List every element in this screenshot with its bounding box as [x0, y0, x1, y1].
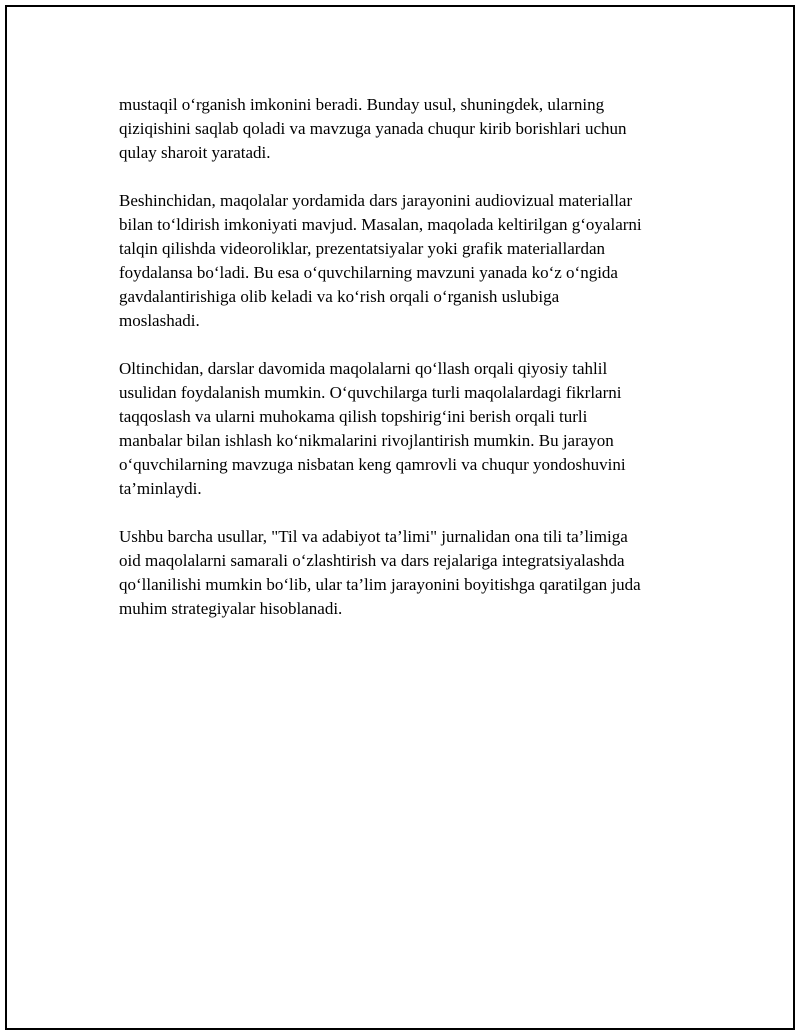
paragraph-2: [119, 189, 699, 333]
text-line: Ushbu barcha usullar, "Til va adabiyot ta’limi" jurnalidan ona tili ta’limiga: [119, 527, 628, 546]
text-line: Beshinchidan, maqolalar yordamida dars jarayonini audiovizual materiallar: [119, 191, 633, 210]
text-line: muhim strategiyalar hisoblanadi.: [119, 599, 343, 618]
text-line: talqin qilishda videoroliklar, prezentatsiyalar yoki grafik materiallardan: [119, 239, 606, 258]
text-line: manbalar bilan ishlash ko‘nikmalarini rivojlantirish mumkin. Bu jarayon: [119, 431, 614, 450]
text-line: moslashadi.: [119, 311, 200, 330]
paragraph-4: [119, 525, 699, 621]
text-line: o‘quvchilarning mavzuga nisbatan keng qamrovli va chuqur yondoshuvini: [119, 455, 626, 474]
document-body: [119, 93, 699, 645]
text-line: bilan to‘ldirish imkoniyati mavjud. Masalan, maqolada keltirilgan g‘oyalarni: [119, 215, 642, 234]
text-line: usulidan foydalanish mumkin. O‘quvchilarga turli maqolalardagi fikrlarni: [119, 383, 622, 402]
text-line: oid maqolalarni samarali o‘zlashtirish va dars rejalariga integratsiyalashda: [119, 551, 625, 570]
text-line: qiziqishini saqlab qoladi va mavzuga yanada chuqur kirib borishlari uchun: [119, 119, 627, 138]
text-line: ta’minlaydi.: [119, 479, 202, 498]
text-line: qo‘llanilishi mumkin bo‘lib, ular ta’lim jarayonini boyitishga qaratilgan juda: [119, 575, 641, 594]
text-line: taqqoslash va ularni muhokama qilish topshirig‘ini berish orqali turli: [119, 407, 588, 426]
paragraph-3: [119, 357, 699, 501]
text-line: foydalansa bo‘ladi. Bu esa o‘quvchilarning mavzuni yanada ko‘z o‘ngida: [119, 263, 618, 282]
text-line: Oltinchidan, darslar davomida maqolalarni qo‘llash orqali qiyosiy tahlil: [119, 359, 608, 378]
text-line: gavdalantirishiga olib keladi va ko‘rish orqali o‘rganish uslubiga: [119, 287, 560, 306]
text-line: mustaqil o‘rganish imkonini beradi. Bunday usul, shuningdek, ularning: [119, 95, 605, 114]
paragraph-1: [119, 93, 699, 165]
text-line: qulay sharoit yaratadi.: [119, 143, 271, 162]
